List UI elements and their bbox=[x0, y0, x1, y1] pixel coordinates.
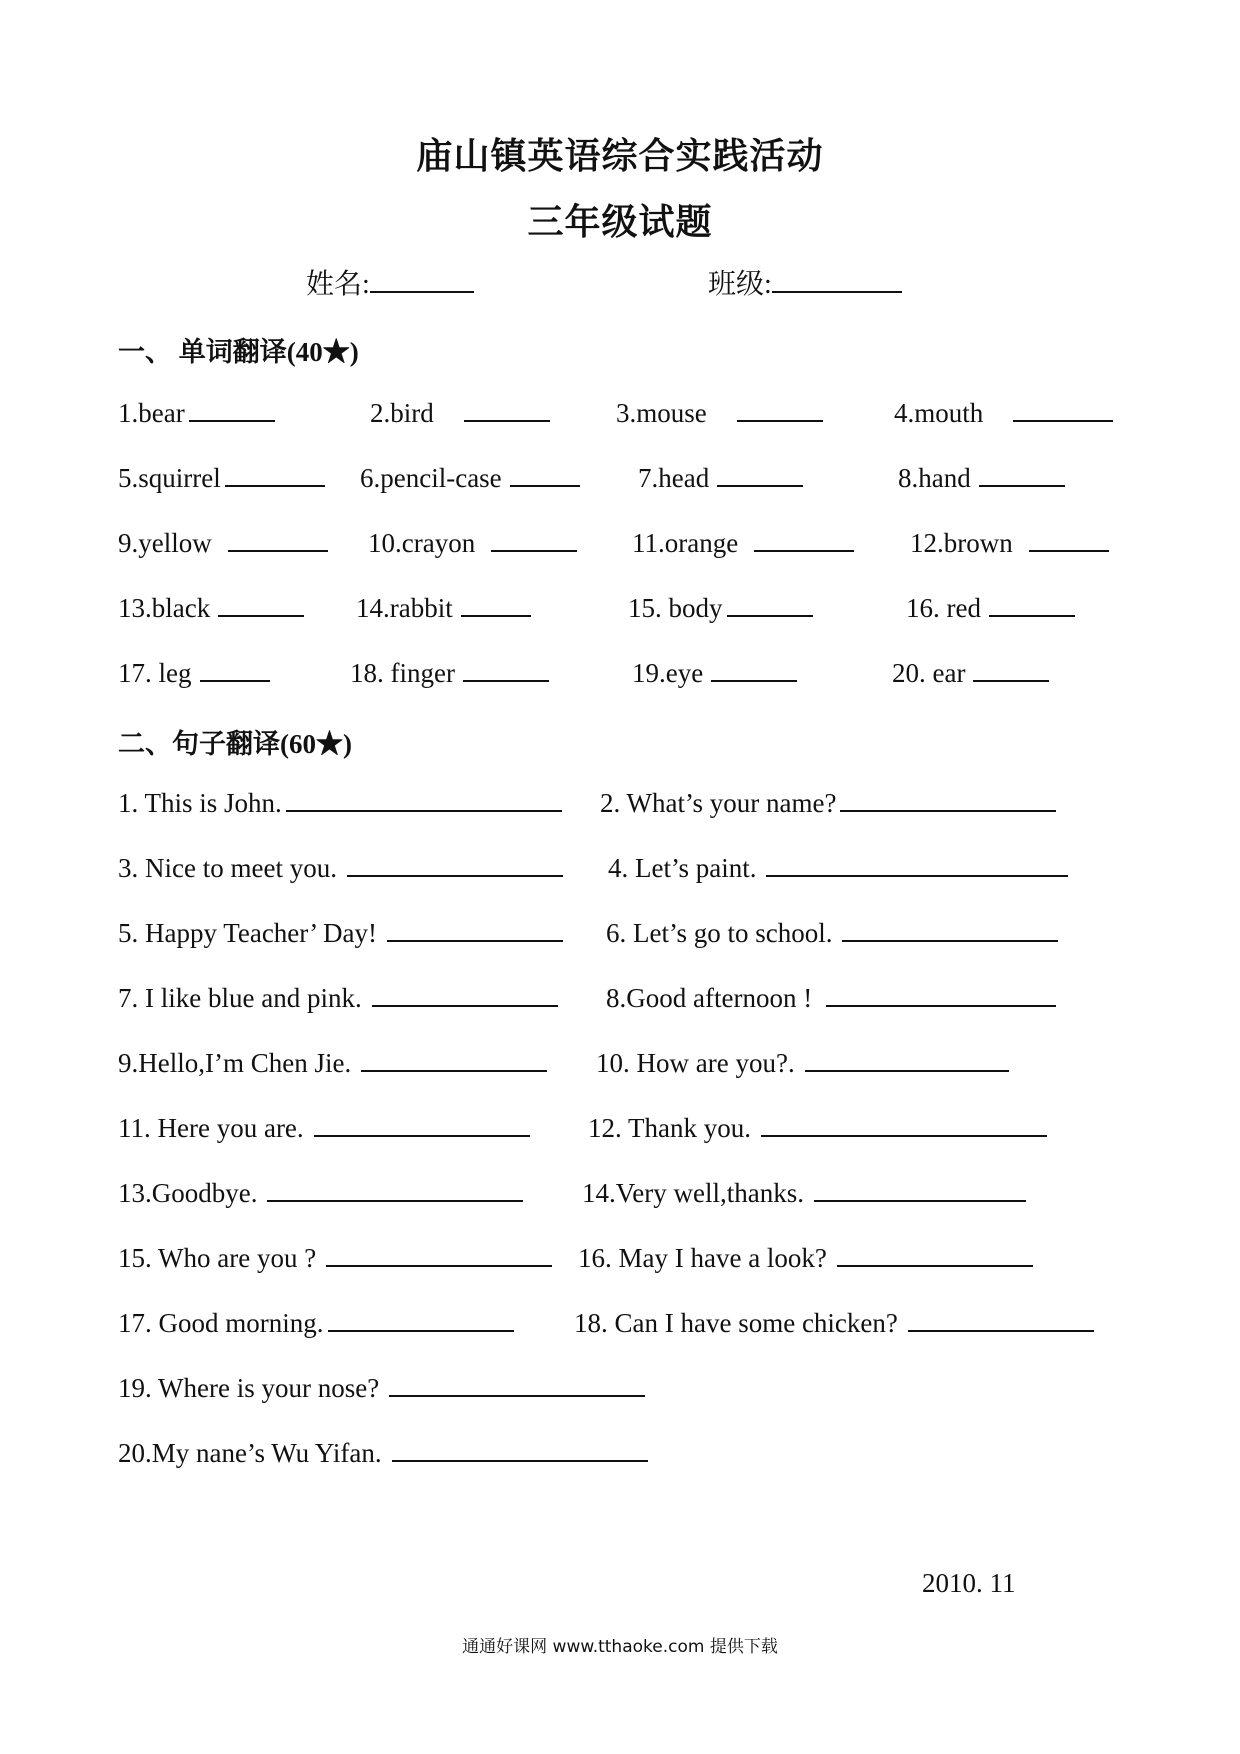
word-item: 3.mouse bbox=[616, 396, 823, 429]
page-subtitle: 三年级试题 bbox=[527, 202, 713, 242]
word-item: 15. body bbox=[628, 591, 813, 624]
word-item: 14.rabbit bbox=[356, 591, 531, 624]
word-item: 9.yellow bbox=[118, 526, 328, 559]
word-item: 1.bear bbox=[118, 396, 275, 429]
word-item: 8.hand bbox=[898, 461, 1065, 494]
class-label: 班级: bbox=[708, 269, 772, 300]
answer-blank[interactable] bbox=[510, 461, 580, 487]
sentence-item: 4. Let’s paint. bbox=[608, 851, 1068, 884]
sentence-item: 5. Happy Teacher’ Day! bbox=[118, 916, 563, 949]
answer-blank[interactable] bbox=[392, 1436, 648, 1462]
answer-blank[interactable] bbox=[837, 1241, 1033, 1267]
answer-blank[interactable] bbox=[989, 591, 1075, 617]
sentence-item: 15. Who are you ? bbox=[118, 1241, 552, 1274]
answer-blank[interactable] bbox=[463, 656, 549, 682]
answer-blank[interactable] bbox=[228, 526, 328, 552]
exam-date: 2010. 11 bbox=[922, 1568, 1016, 1598]
answer-blank[interactable] bbox=[805, 1046, 1009, 1072]
answer-blank[interactable] bbox=[908, 1306, 1094, 1332]
sentence-item: 19. Where is your nose? bbox=[118, 1371, 645, 1404]
class-field bbox=[708, 262, 902, 302]
answer-blank[interactable] bbox=[840, 786, 1056, 812]
section-sentence-translation: 二、句子翻译(60★) bbox=[118, 729, 352, 759]
answer-blank[interactable] bbox=[766, 851, 1068, 877]
sentence-item: 20.My nane’s Wu Yifan. bbox=[118, 1436, 648, 1469]
word-item: 7.head bbox=[638, 461, 803, 494]
answer-blank[interactable] bbox=[372, 981, 558, 1007]
word-item: 11.orange bbox=[632, 526, 854, 559]
answer-blank[interactable] bbox=[1013, 396, 1113, 422]
word-item: 10.crayon bbox=[368, 526, 577, 559]
word-item: 18. finger bbox=[350, 656, 549, 689]
sentence-item: 11. Here you are. bbox=[118, 1111, 530, 1144]
answer-blank[interactable] bbox=[737, 396, 823, 422]
name-blank[interactable] bbox=[370, 265, 474, 293]
sentence-item: 10. How are you?. bbox=[596, 1046, 1009, 1079]
sentence-item: 7. I like blue and pink. bbox=[118, 981, 558, 1014]
answer-blank[interactable] bbox=[491, 526, 577, 552]
answer-blank[interactable] bbox=[328, 1306, 514, 1332]
sentence-item: 6. Let’s go to school. bbox=[606, 916, 1058, 949]
answer-blank[interactable] bbox=[464, 396, 550, 422]
sentence-item: 12. Thank you. bbox=[588, 1111, 1047, 1144]
answer-blank[interactable] bbox=[200, 656, 270, 682]
word-item: 4.mouth bbox=[894, 396, 1113, 429]
answer-blank[interactable] bbox=[314, 1111, 530, 1137]
sentence-item: 2. What’s your name? bbox=[600, 786, 1056, 819]
word-item: 12.brown bbox=[910, 526, 1109, 559]
answer-blank[interactable] bbox=[761, 1111, 1047, 1137]
answer-blank[interactable] bbox=[225, 461, 325, 487]
answer-blank[interactable] bbox=[326, 1241, 552, 1267]
word-item: 13.black bbox=[118, 591, 304, 624]
answer-blank[interactable] bbox=[218, 591, 304, 617]
answer-blank[interactable] bbox=[286, 786, 562, 812]
answer-blank[interactable] bbox=[842, 916, 1058, 942]
answer-blank[interactable] bbox=[461, 591, 531, 617]
answer-blank[interactable] bbox=[189, 396, 275, 422]
answer-blank[interactable] bbox=[754, 526, 854, 552]
footer-source: 通通好课网 www.tthaoke.com 提供下载 bbox=[462, 1637, 778, 1657]
answer-blank[interactable] bbox=[727, 591, 813, 617]
answer-blank[interactable] bbox=[347, 851, 563, 877]
answer-blank[interactable] bbox=[711, 656, 797, 682]
sentence-item: 3. Nice to meet you. bbox=[118, 851, 563, 884]
sentence-item: 8.Good afternoon ! bbox=[606, 981, 1056, 1014]
answer-blank[interactable] bbox=[389, 1371, 645, 1397]
word-item: 20. ear bbox=[892, 656, 1049, 689]
word-item: 16. red bbox=[906, 591, 1075, 624]
answer-blank[interactable] bbox=[973, 656, 1049, 682]
class-blank[interactable] bbox=[772, 265, 902, 293]
word-item: 6.pencil-case bbox=[360, 461, 580, 494]
answer-blank[interactable] bbox=[826, 981, 1056, 1007]
answer-blank[interactable] bbox=[717, 461, 803, 487]
sentence-item: 17. Good morning. bbox=[118, 1306, 514, 1339]
sentence-item: 14.Very well,thanks. bbox=[582, 1176, 1026, 1209]
name-label: 姓名: bbox=[306, 269, 370, 300]
word-item: 2.bird bbox=[370, 396, 550, 429]
sentence-item: 1. This is John. bbox=[118, 786, 562, 819]
page-title: 庙山镇英语综合实践活动 bbox=[416, 136, 824, 176]
answer-blank[interactable] bbox=[979, 461, 1065, 487]
section-word-translation: 一、 单词翻译(40★) bbox=[118, 337, 359, 367]
answer-blank[interactable] bbox=[814, 1176, 1026, 1202]
answer-blank[interactable] bbox=[387, 916, 563, 942]
answer-blank[interactable] bbox=[1029, 526, 1109, 552]
word-item: 5.squirrel bbox=[118, 461, 325, 494]
name-field bbox=[306, 262, 474, 302]
sentence-item: 9.Hello,I’m Chen Jie. bbox=[118, 1046, 547, 1079]
sentence-item: 18. Can I have some chicken? bbox=[574, 1306, 1094, 1339]
sentence-item: 13.Goodbye. bbox=[118, 1176, 523, 1209]
sentence-item: 16. May I have a look? bbox=[578, 1241, 1033, 1274]
answer-blank[interactable] bbox=[267, 1176, 523, 1202]
word-item: 17. leg bbox=[118, 656, 270, 689]
answer-blank[interactable] bbox=[361, 1046, 547, 1072]
word-item: 19.eye bbox=[632, 656, 797, 689]
